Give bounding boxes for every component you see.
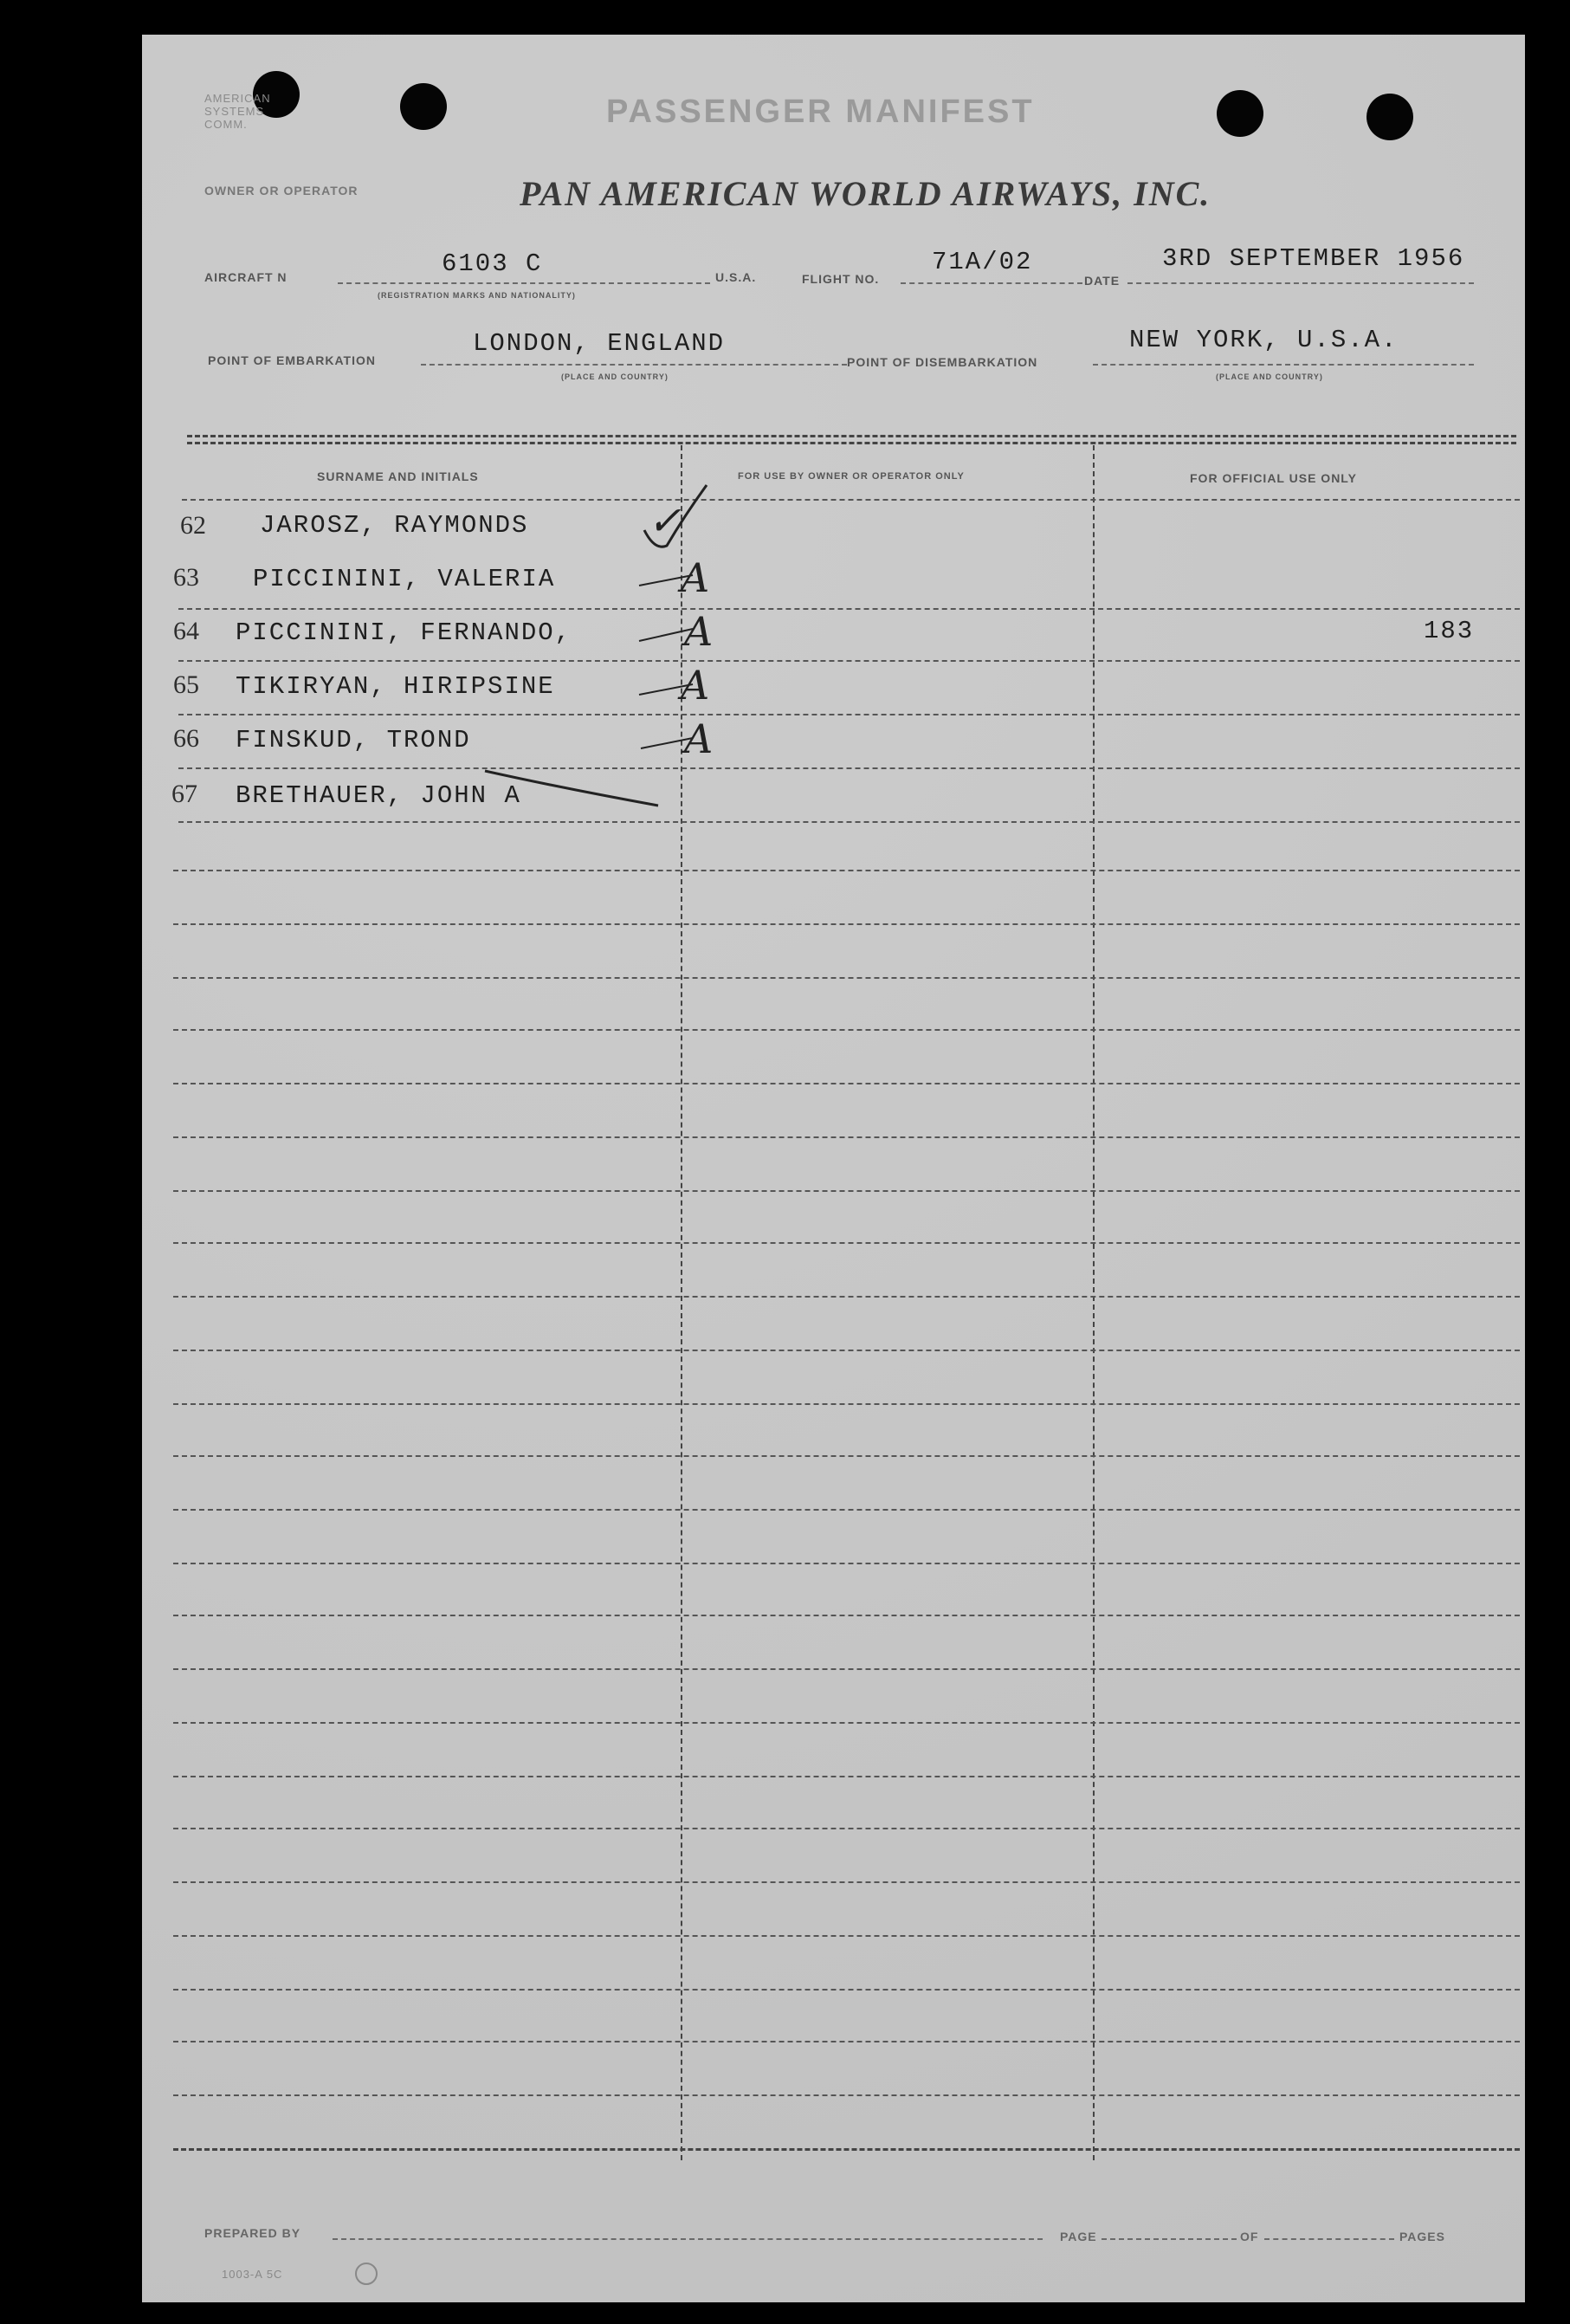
form-code: 1003-A 5C [222,2268,283,2281]
passenger-name: PICCININI, FERNANDO, [236,618,572,647]
union-bug-icon [355,2263,378,2285]
disembark-value: NEW YORK, U.S.A. [1129,326,1399,354]
of-label: OF [1240,2230,1259,2243]
official-value: 183 [1424,617,1475,645]
owner-use-column-header: FOR USE BY OWNER OR OPERATOR ONLY [738,471,965,482]
passenger-name: BRETHAUER, JOHN A [236,781,521,810]
flight-value: 71A/02 [932,248,1033,276]
aircraft-label: AIRCRAFT N [204,270,288,284]
disembark-place-caption: (PLACE AND COUNTRY) [1216,372,1323,381]
disembark-label: POINT OF DISEMBARKATION [847,355,1038,369]
row-number: 62 [180,511,206,540]
date-label: DATE [1084,274,1121,288]
flight-label: FLIGHT NO. [802,272,880,286]
row-number: 67 [171,780,197,808]
airline-name: PAN AMERICAN WORLD AIRWAYS, INC. [520,174,1211,213]
passenger-name: PICCININI, VALERIA [253,565,556,593]
date-value: 3RD SEPTEMBER 1956 [1162,244,1465,273]
page-label: PAGE [1060,2230,1097,2243]
check-mark: A [684,608,714,655]
check-mark: A [681,554,710,601]
surname-column-header: SURNAME AND INITIALS [317,469,479,483]
page-title: PASSENGER MANIFEST [606,94,1035,130]
official-use-column-header: FOR OFFICIAL USE ONLY [1190,471,1357,485]
owner-label: OWNER OR OPERATOR [204,184,359,197]
pages-label: PAGES [1399,2230,1445,2243]
row-number: 63 [173,563,199,592]
embark-place-caption: (PLACE AND COUNTRY) [561,372,669,381]
row-number: 65 [173,670,199,699]
aircraft-value: 6103 C [442,249,543,278]
embark-value: LONDON, ENGLAND [473,329,726,358]
row-number: 64 [173,617,199,645]
check-mark: A [681,662,710,709]
passenger-name: FINSKUD, TROND [236,726,471,754]
check-mark: ✓ [648,497,682,544]
row-number: 66 [173,724,199,753]
embark-label: POINT OF EMBARKATION [208,353,376,367]
prepared-by-label: PREPARED BY [204,2226,301,2240]
corner-stamp: AMERICAN SYSTEMS COMM. [204,92,271,131]
usa-label: U.S.A. [715,270,757,284]
registration-caption: (REGISTRATION MARKS AND NATIONALITY) [378,291,576,300]
passenger-name: TIKIRYAN, HIRIPSINE [236,672,555,701]
passenger-name: JAROSZ, RAYMONDS [260,511,529,540]
check-mark: A [684,715,714,762]
